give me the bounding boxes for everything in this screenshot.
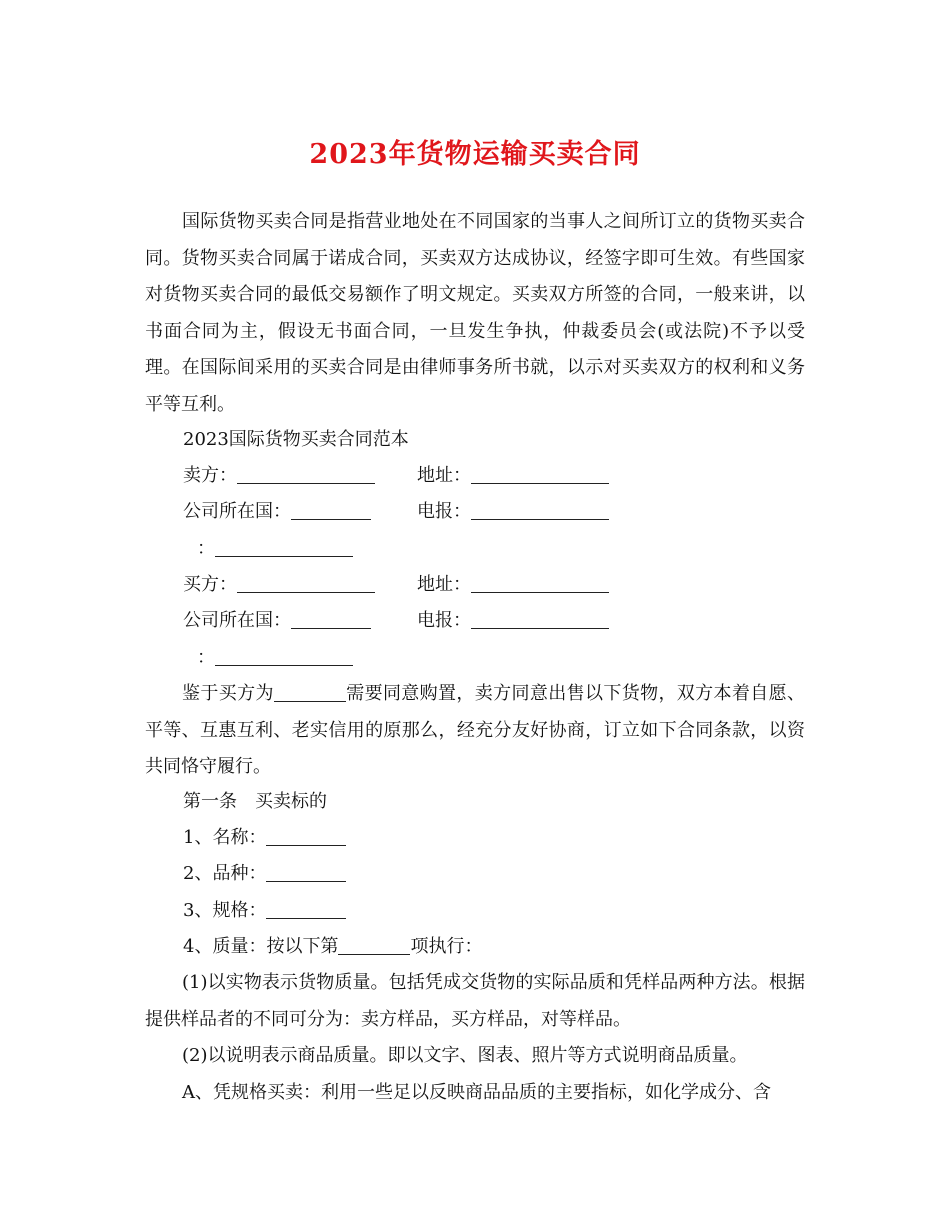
telegram-label: 电报： <box>417 501 471 522</box>
buyer-address-field <box>417 573 609 597</box>
buyer-blank[interactable] <box>237 574 375 593</box>
seller-country-blank[interactable] <box>291 501 371 520</box>
country-label: 公司所在国： <box>183 610 291 631</box>
item-variety-label: 2、品种： <box>183 863 267 884</box>
seller-extra-field <box>197 537 353 561</box>
item-spec-blank[interactable] <box>266 900 346 919</box>
seller-label: 卖方： <box>183 465 237 486</box>
item-name-label: 1、名称： <box>183 827 267 848</box>
item-spec <box>183 899 346 923</box>
whereas-blank[interactable] <box>274 683 346 702</box>
buyer-country-field <box>183 609 371 633</box>
buyer-extra-field <box>197 646 353 670</box>
telegram-label: 电报： <box>417 610 471 631</box>
buyer-country-blank[interactable] <box>291 610 371 629</box>
document-title: 2023年货物运输买卖合同 <box>309 139 641 170</box>
item-variety-blank[interactable] <box>266 863 346 882</box>
item-quality <box>183 935 482 959</box>
item-variety <box>183 862 346 886</box>
seller-telegram-blank[interactable] <box>471 501 609 520</box>
seller-country-field <box>183 500 371 524</box>
buyer-field <box>183 573 375 597</box>
item-quality-part1: 4、质量：按以下第 <box>183 936 339 957</box>
seller-blank[interactable] <box>237 465 375 484</box>
seller-field <box>183 464 375 488</box>
address-label: 地址： <box>417 465 471 486</box>
whereas-part2: 需要同意购置，卖方同意出售以下货物，双方本着自愿、平等、互惠互利、老实信用的原那么，经充分友好协商，订立如下合同条款，以资共同恪守履行。 <box>145 683 806 777</box>
country-label: 公司所在国： <box>183 501 291 522</box>
buyer-label: 买方： <box>183 574 237 595</box>
item-quality-blank[interactable] <box>338 936 410 955</box>
whereas-part1: 鉴于买方为 <box>182 683 274 704</box>
item-spec-label: 3、规格： <box>183 900 267 921</box>
buyer-address-blank[interactable] <box>471 574 609 593</box>
colon-label: ： <box>197 538 215 559</box>
quality-2-paragraph: (2)以说明表示商品质量。即以文字、图表、照片等方式说明商品质量。 <box>182 1045 748 1066</box>
item-name <box>183 826 346 850</box>
quality-a-paragraph: A、凭规格买卖：利用一些足以反映商品品质的主要指标，如化学成分、含 <box>182 1082 771 1103</box>
buyer-telegram-blank[interactable] <box>471 610 609 629</box>
buyer-extra-blank[interactable] <box>215 647 353 666</box>
address-label: 地址： <box>417 574 471 595</box>
buyer-telegram-field <box>417 609 609 633</box>
template-heading: 2023国际货物买卖合同范本 <box>183 429 409 450</box>
quality-1-paragraph: (1)以实物表示货物质量。包括凭成交货物的实际品质和凭样品两种方法。根据提供样品者的不同可分为：卖方样品，买方样品，对等样品。 <box>145 972 805 1030</box>
article-1-heading: 第一条 买卖标的 <box>183 791 327 812</box>
intro-paragraph: 国际货物买卖合同是指营业地处在不同国家的当事人之间所订立的货物买卖合同。货物买卖合同属于诺成合同，买卖双方达成协议，经签字即可生效。有些国家对货物买卖合同的最低交易额作了明文规定。买卖双方所签的合同，一般来讲，以书面合同为主，假设无书面合同，一旦发生争执，仲裁委员会(或法院)不予以受理。在国际间采用的买卖合同是由律师事务所书就，以示对买卖双方的权利和义务平等互利。 <box>145 211 805 415</box>
seller-extra-blank[interactable] <box>215 538 353 557</box>
whereas-paragraph <box>145 676 805 786</box>
item-name-blank[interactable] <box>266 827 346 846</box>
seller-address-blank[interactable] <box>471 465 609 484</box>
seller-telegram-field <box>417 500 609 524</box>
seller-address-field <box>417 464 609 488</box>
item-quality-part2: 项执行： <box>410 936 483 957</box>
colon-label: ： <box>197 647 215 668</box>
